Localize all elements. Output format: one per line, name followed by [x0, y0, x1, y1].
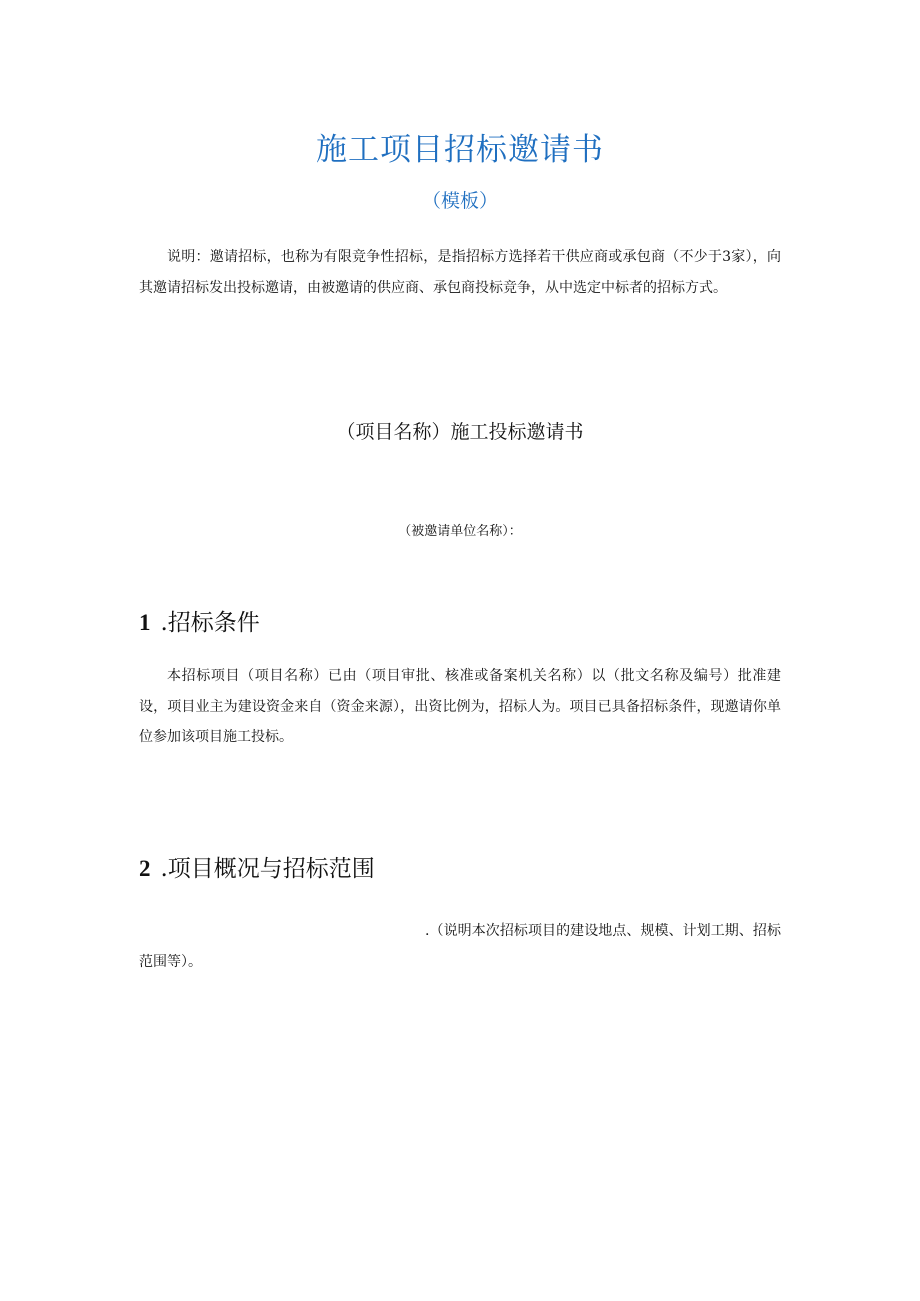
section-title: .项目概况与招标范围: [160, 856, 375, 882]
section-body-bidding-conditions: 本招标项目（项目名称）已由（项目审批、核准或备案机关名称）以（批文名称及编号）批准建设，项目业主为建设资金来自（资金来源），出资比例为，招标人为。项目已具备招标条件，现邀请你单位参加该项目施工投标。: [139, 668, 781, 745]
section-heading-project-overview: [139, 850, 375, 883]
section-number: 2: [139, 856, 151, 881]
invitation-title: （项目名称）施工投标邀请书: [336, 421, 584, 443]
explanation-note: 说明：邀请招标，也称为有限竞争性招标，是指招标方选择若干供应商或承包商（不少于3家），向其邀请招标发出投标邀请，由被邀请的供应商、承包商投标竞争，从中选定中标者的招标方式。: [139, 249, 781, 296]
document-title: 施工项目招标邀请书: [316, 132, 604, 168]
section-title: .招标条件: [160, 610, 260, 636]
document-subtitle: （模板）: [421, 190, 498, 212]
section-body-project-overview: .（说明本次招标项目的建设地点、规模、计划工期、招标范围等）。: [139, 923, 781, 970]
section-heading-bidding-conditions: [139, 604, 260, 637]
salutation: （被邀请单位名称）：: [398, 524, 522, 539]
section-number: 1: [139, 610, 151, 635]
